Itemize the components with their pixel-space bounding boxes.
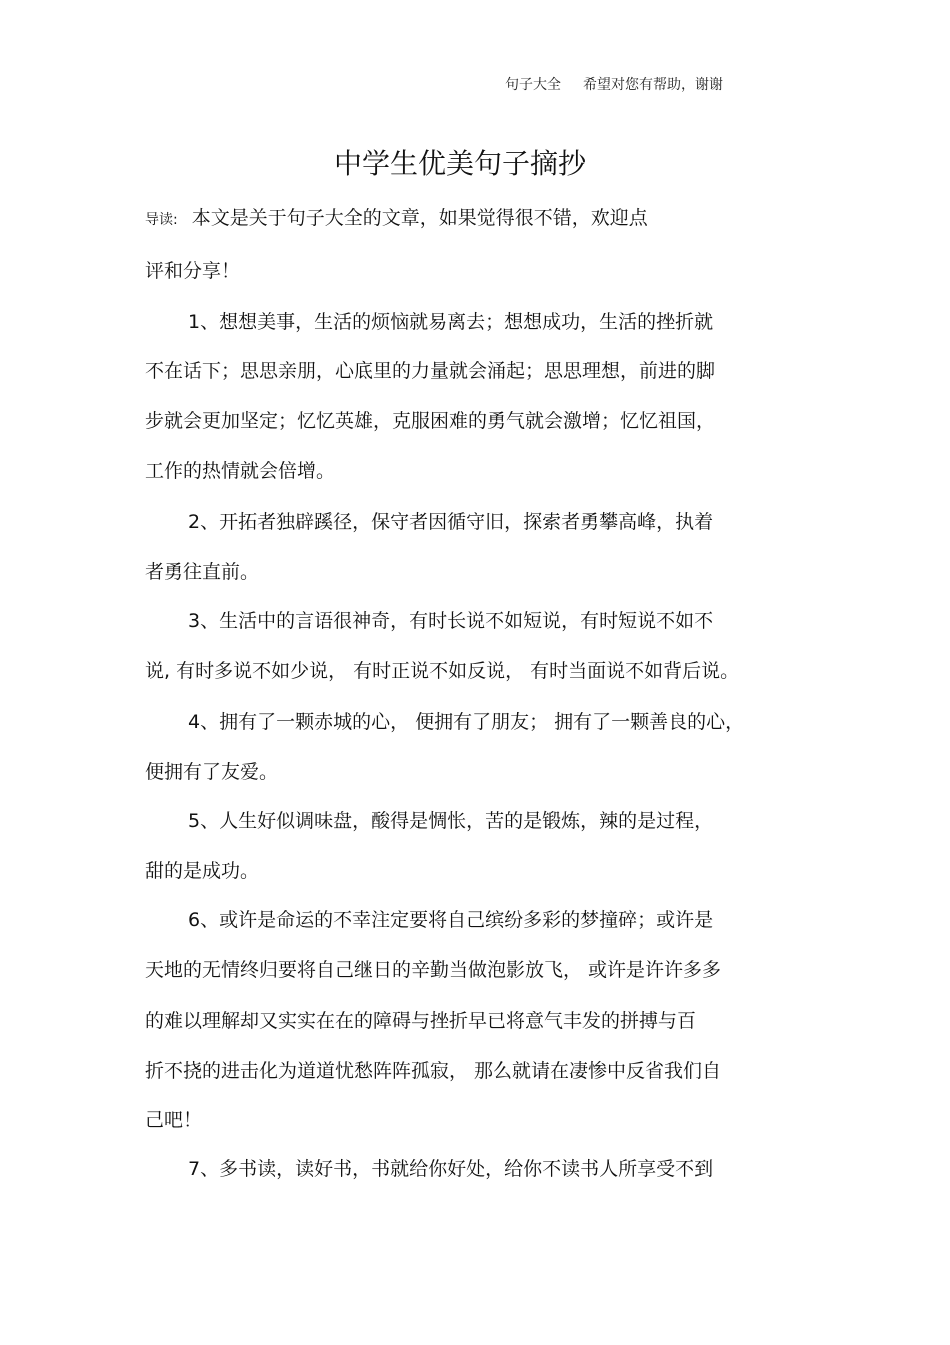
paragraph-line: 4、拥有了一颗赤城的心， 便拥有了朋友； 拥有了一颗善良的心，: [188, 711, 745, 733]
intro-label: 导读:: [145, 212, 178, 228]
paragraph-line: 步就会更加坚定；忆忆英雄，克服困难的勇气就会激增；忆忆祖国，: [145, 410, 716, 432]
intro-line: [145, 203, 648, 230]
header-site-name: 句子大全: [505, 77, 561, 93]
paragraph-line: 者勇往直前。: [145, 561, 260, 583]
intro-text: 本文是关于句子大全的文章，如果觉得很不错，欢迎点: [191, 207, 648, 229]
paragraph-line: 折不挠的进击化为道道忧愁阵阵孤寂， 那么就请在凄惨中反省我们自: [145, 1060, 722, 1082]
paragraph-line: 工作的热情就会倍增。: [145, 460, 336, 482]
paragraph-line: 甜的是成功。: [145, 860, 260, 882]
paragraph-line: 3、生活中的言语很神奇，有时长说不如短说，有时短说不如不: [188, 610, 714, 632]
paragraph-line: 说, 有时多说不如少说， 有时正说不如反说， 有时当面说不如背后说。: [145, 660, 740, 682]
page-title: 中学生优美句子摘抄: [333, 147, 586, 180]
paragraph-line: 1、想想美事，生活的烦恼就易离去；想想成功，生活的挫折就: [188, 311, 714, 333]
paragraph-line: 的难以理解却又实实在在的障碍与挫折早已将意气丰发的拼搏与百: [145, 1010, 697, 1032]
header-message: 希望对您有帮助，谢谢: [583, 77, 723, 93]
paragraph-line: 己吧！: [145, 1109, 203, 1131]
intro-line: 评和分享！: [145, 260, 241, 282]
paragraph-line: 便拥有了友爱。: [145, 761, 279, 783]
paragraph-line: 5、人生好似调味盘，酸得是惆怅，苦的是锻炼，辣的是过程，: [188, 810, 714, 832]
paragraph-line: 2、开拓者独辟蹊径，保守者因循守旧，探索者勇攀高峰，执着: [188, 511, 714, 533]
page-header: [505, 74, 723, 94]
paragraph-line: 天地的无情终归要将自己继日的辛勤当做泡影放飞， 或许是许许多多: [145, 959, 722, 981]
paragraph-line: 6、或许是命运的不幸注定要将自己缤纷多彩的梦撞碎；或许是: [188, 909, 714, 931]
paragraph-line: 不在话下；思思亲朋，心底里的力量就会涌起；思思理想，前进的脚: [145, 360, 716, 382]
paragraph-line: 7、多书读，读好书，书就给你好处，给你不读书人所享受不到: [188, 1158, 714, 1180]
